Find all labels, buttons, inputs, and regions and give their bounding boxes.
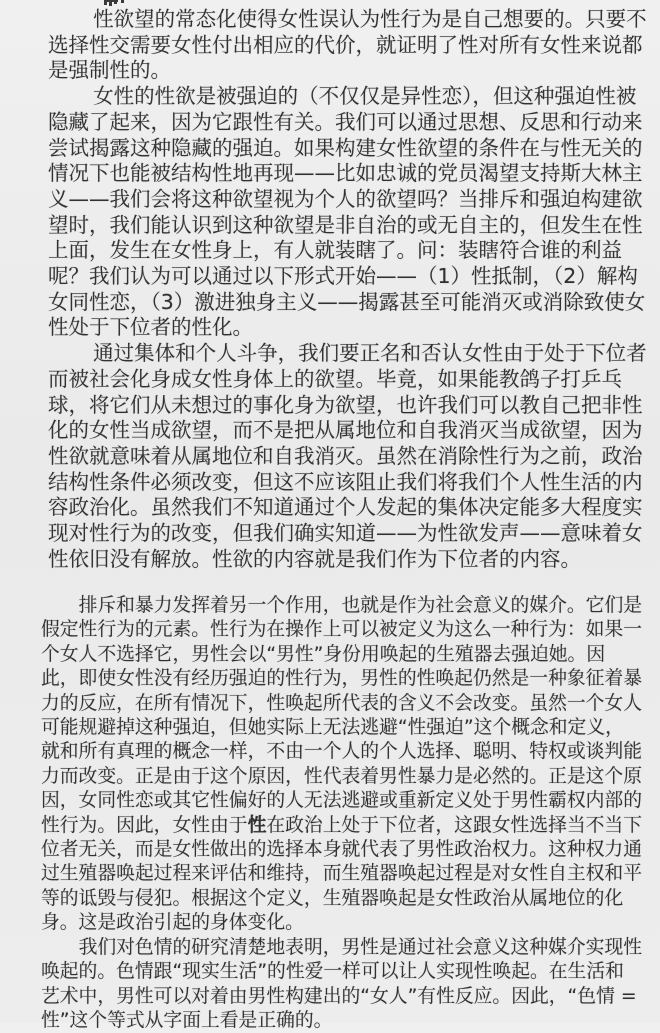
text-line: 通过集体和个人斗争，我们要正名和否认女性由于处于下位者	[93, 341, 647, 366]
text-line: 容政治化。虽然我们不知道通过个人发起的集体决定能多大程度实	[48, 495, 643, 520]
text-line: 而被社会化身成女性身体上的欲望。毕竟，如果能教鸽子打乒乓	[48, 366, 622, 391]
text-line: 呢？我们认为可以通过以下形式开始——（1）性抵制，（2）解构	[48, 264, 638, 289]
text-line: 就和所有真理的概念一样，不由一个人的个人选择、聪明、特权或谈判能	[41, 741, 642, 763]
text-line: 女同性恋，（3）激进独身主义——揭露甚至可能消灭或消除致使女	[48, 289, 646, 314]
text-line: 球，将它们从未想过的事化身为欲望，也许我们可以教自己把非性	[48, 392, 643, 417]
text-line: 可能规避掉这种强迫，但她实际上无法逃避“性强迫”这个概念和定义，	[41, 717, 624, 739]
text-line: 性欲就意味着从属地位和自我消灭。虽然在消除性行为之前，政治	[48, 443, 643, 468]
text-line: 力而改变。正是由于这个原因，性代表着男性暴力是必然的。正是这个原	[41, 765, 642, 787]
text-line: 望时，我们能认识到这种欲望是非自治的或无自主的，但发生在性	[48, 212, 643, 237]
section-2	[41, 594, 649, 1033]
text-line: 假定性行为的元素。性行为在操作上可以被定义为这么一种行为：如果一	[41, 619, 642, 641]
text-line: 情况下也能被结构性地再现——比如忠诚的党员渴望支持斯大林主	[48, 161, 643, 186]
text-line: 个女人不选择它，男性会以“男性”身份用唤起的生殖器去强迫她。因	[41, 643, 606, 665]
paragraph	[41, 594, 649, 936]
section-1	[48, 7, 648, 572]
text-line: 我们对色情的研究清楚地表明，男性是通过社会意义这种媒介实现性	[78, 936, 643, 958]
emphasized-text: 性	[247, 814, 267, 836]
text-line: 过生殖器唤起过程来评估和维持，而生殖器唤起过程是对女性自主权和平	[41, 863, 642, 885]
paragraph	[41, 936, 649, 1033]
text-line: 性处于下位者的性化。	[48, 315, 253, 340]
paragraph	[48, 7, 648, 84]
text-line: 义——我们会将这种欲望视为个人的欲望吗？当排斥和强迫构建欲	[48, 186, 643, 211]
text-line: 力的反应，在所有情况下，性唤起所代表的含义不会改变。虽然一个女人	[41, 692, 642, 714]
text-line: 位者无关，而是女性做出的选择本身就代表了男性政治权力。这种权力通	[41, 839, 642, 861]
text-line: 化的女性当成欲望，而不是把从属地位和自我消灭当成欲望，因为	[48, 418, 643, 443]
paragraph	[48, 341, 648, 572]
text-line: 此，即使女性没有经历强迫的性行为，男性的性唤起仍然是一种象征着暴	[41, 668, 642, 690]
text-line: 现对性行为的改变，但我们确实知道——为性欲发声——意味着女	[48, 521, 643, 546]
text-line: 艺术中，男性可以对着由男性构建出的“女人”有性反应。因此，“色情 =	[41, 985, 637, 1007]
text-line: 尝试揭露这种隐藏的强迫。如果构建女性欲望的条件在与性无关的	[48, 135, 643, 160]
text-line: 因，女同性恋或其它性偏好的人无法逃避或重新定义处于男性霸权内部的	[41, 790, 642, 812]
text-line: 身。这是政治引起的身体变化。	[41, 912, 304, 934]
text-line: 是强制性的。	[48, 58, 171, 83]
text-line: 唤起的。色情跟“现实生活”的性爱一样可以让人实现性唤起。在生活和	[41, 961, 624, 983]
text-line: 结构性条件必须改变，但这不应该阻止我们将我们个人性生活的内	[48, 469, 643, 494]
text-line: 性依旧没有解放。性欲的内容就是我们作为下位者的内容。	[48, 546, 581, 571]
text-line: 排斥和暴力发挥着另一个作用，也就是作为社会意义的媒介。它们是	[78, 595, 643, 616]
text-line: 等的诋毁与侵犯。根据这个定义，生殖器唤起是女性政治从属地位的化	[41, 887, 624, 909]
text-line: 女性的性欲是被强迫的（不仅仅是异性恋），但这种强迫性被	[93, 84, 637, 109]
text-line: 性行为。因此，女性由于性在政治上处于下位者，这跟女性选择当不当下	[41, 814, 642, 836]
paragraph	[48, 84, 648, 341]
text-line: 上面，发生在女性身上，有人就装瞎了。问：装瞎符合谁的利益	[48, 238, 622, 263]
text-line: 隐藏了起来，因为它跟性有关。我们可以通过思想、反思和行动来	[48, 109, 643, 134]
text-line: 性欲望的常态化使得女性误认为性行为是自己想要的。只要不	[93, 7, 647, 31]
text-line: 性”这个等式从字面上看是正确的。	[41, 1009, 333, 1031]
text-line: 选择性交需要女性付出相应的代价，就证明了性对所有女性来说都	[48, 32, 643, 57]
